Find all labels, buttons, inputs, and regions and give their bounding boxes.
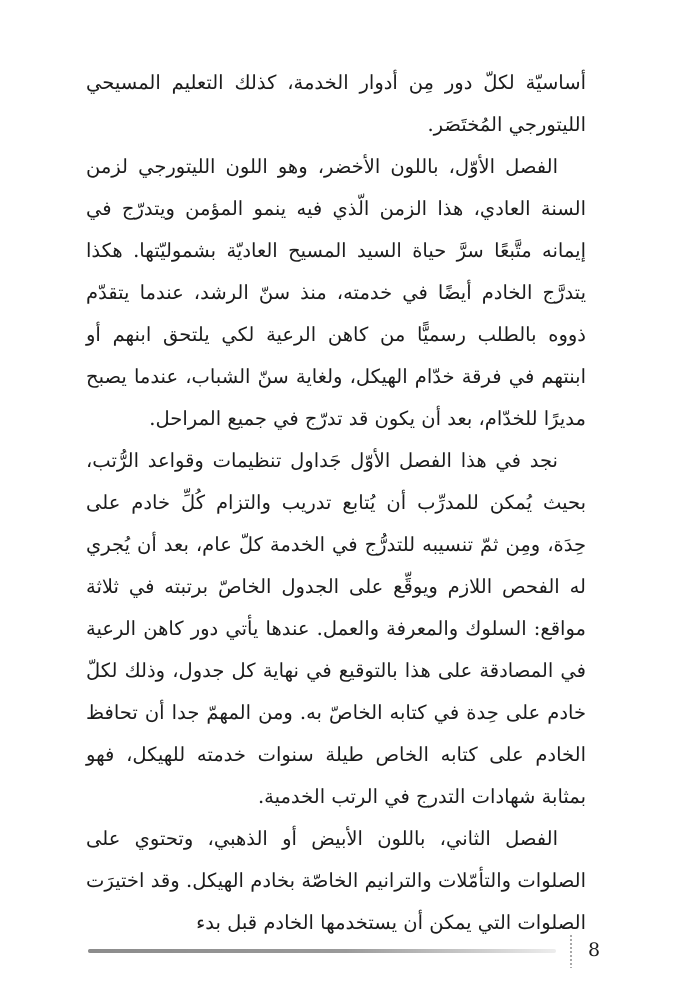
paragraph-first-chapter: الفصل الأوّل، باللون الأخضر، وهو اللون الليتورجي لزمن السنة العادي، هذا الزمن الّذي فيه ينمو المؤمن ويتدرّج في إيمانه متَّبعًا سرَّ حياة السيد المسيح العاديّة بشموليّتها. هكذا يتدرَّج الخادم أيضًا في خدمته، منذ سنّ الرشد، عندما يتقدّم ذووه بالطلب رسميًّا من كاهن الرعية لكي يلتحق ابنهم أو ابنتهم في فرقة خدّام الهيكل، ولغاية سنّ الشباب، عندما يصبح مديرًا للخدّام، بعد أن يكون قد تدرّج في جميع المراحل. bbox=[86, 155, 586, 430]
page-footer bbox=[0, 930, 679, 970]
footer-dotted-divider bbox=[570, 934, 572, 968]
paragraph-second-chapter: الفصل الثاني، باللون الأبيض أو الذهبي، وتحتوي على الصلوات والتأمّلات والترانيم الخاصّة بخادم الهيكل. وقد اختيرَت الصلوات التي يمكن أن يستخدمها الخادم قبل بدء bbox=[86, 827, 586, 934]
footer-rule bbox=[88, 949, 556, 953]
page-number: 8 bbox=[588, 939, 601, 961]
paragraph-first-chapter-tables: نجد في هذا الفصل الأوّل جَداول تنظيمات وقواعد الرُّتب، بحيث يُمكن للمدرِّب أن يُتابع تدريب والتزام كُلِّ خادم على حِدَة، ومِن ثمّ تنسيبه للتدرُّج في الخدمة كلّ عام، بعد أن يُجري له الفحص اللازم ويوقِّع على الجدول الخاصّ برتبته في ثلاثة مواقع: السلوك والمعرفة والعمل. عندها يأتي دور كاهن الرعية في المصادقة على هذا بالتوقيع في نهاية كل جدول، وذلك لكلّ خادم على حِدة في كتابه الخاصّ به. ومن المهمّ جدا أن تحافظ الخادم على كتابه الخاص طيلة سنوات خدمته للهيكل، فهو بمثابة شهادات التدرج في الرتب الخدمية. bbox=[86, 449, 586, 808]
paragraph-continuation: أساسيّة لكلّ دور مِن أدوار الخدمة، كذلك التعليم المسيحي الليتورجي المُختَصَر. bbox=[86, 71, 586, 136]
body-text bbox=[86, 62, 586, 944]
